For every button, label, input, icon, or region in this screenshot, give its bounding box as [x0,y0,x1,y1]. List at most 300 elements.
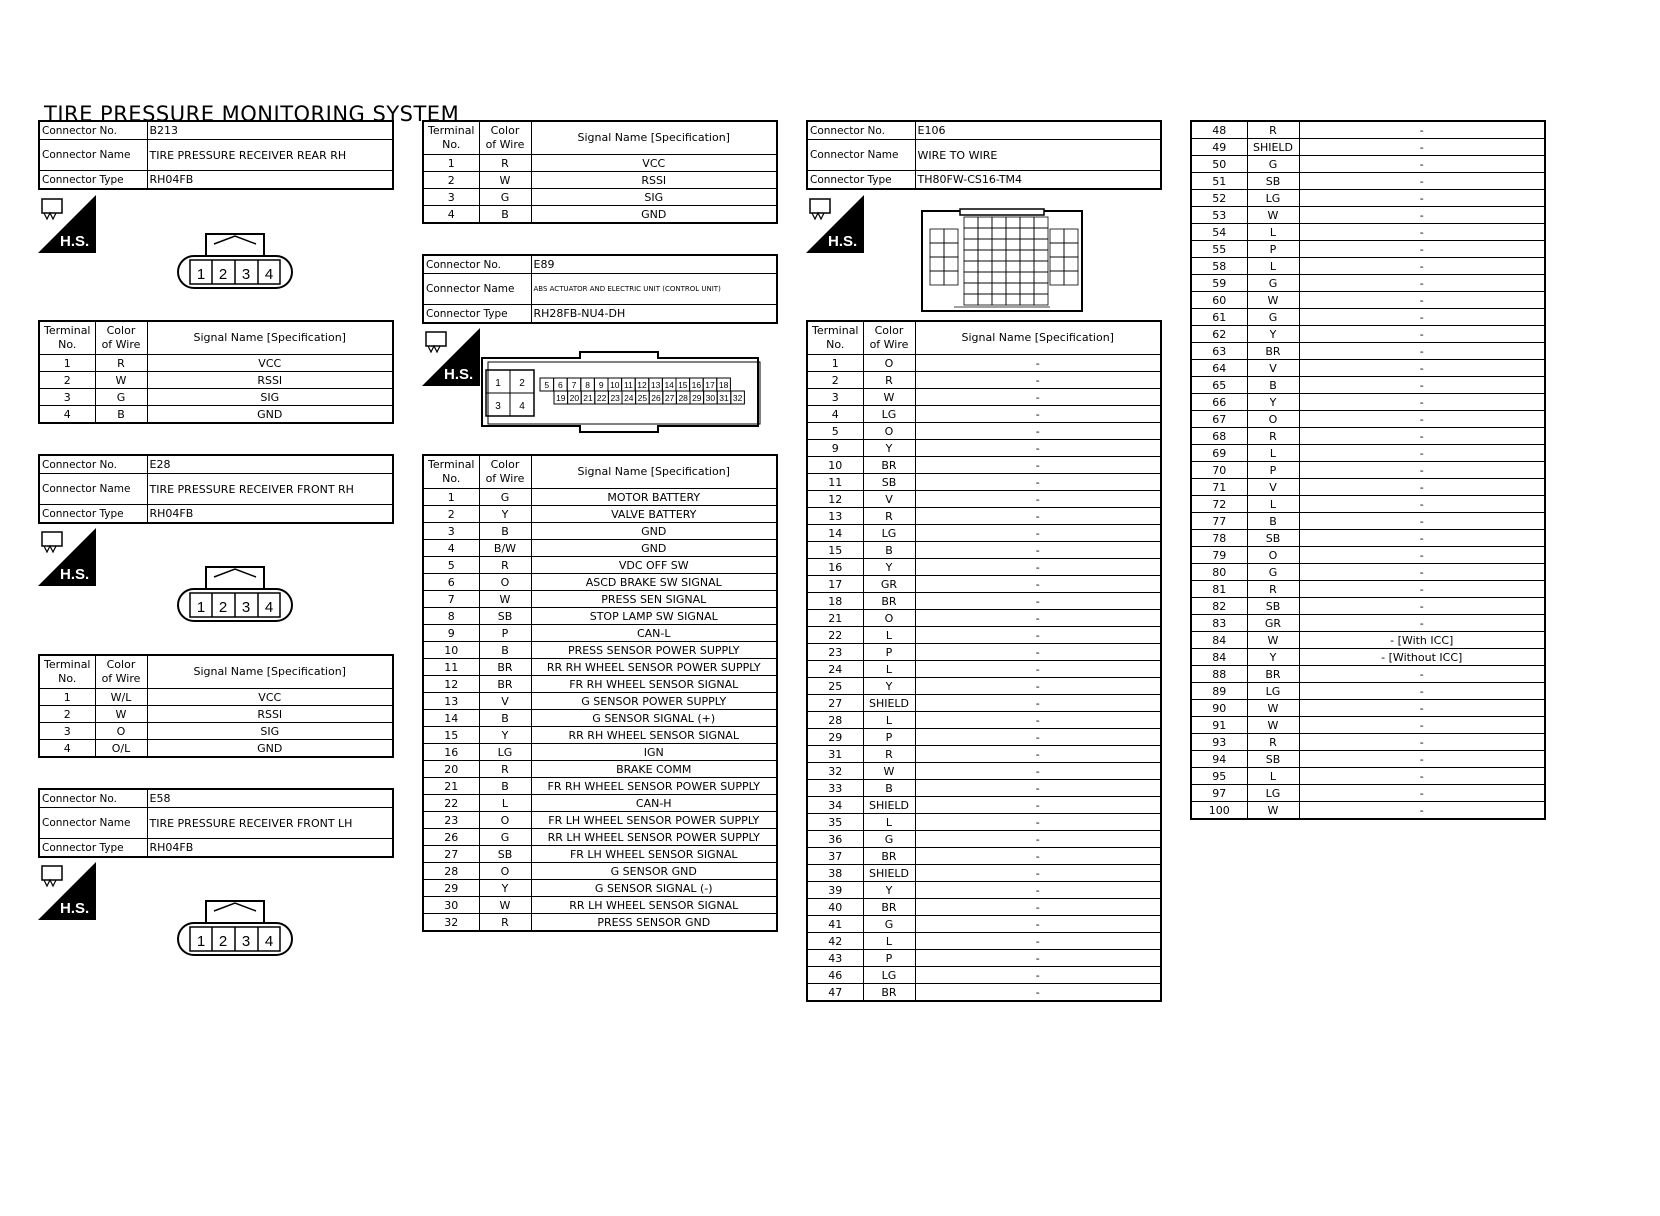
wire-color: Y [1247,326,1299,343]
pin-label: 21 [583,393,593,403]
signal-name: - [915,661,1161,678]
wire-color: LG [863,525,915,542]
terminal-no: 47 [807,984,863,1002]
signal-name: - [1299,343,1545,360]
wire-color: W [1247,632,1299,649]
signal-name: - [1299,224,1545,241]
table-row [1191,717,1545,734]
pin-label: 29 [692,393,702,403]
terminal-table-e106: Terminal No. Color of Wire Signal Name [Specification] 1 O - 2 R - 3 W - 4 LG - 5 O - 9 Y - 10 BR - 11 SB - 12 V - 13 R - 14 LG - 15 B - 16 Y - 17 GR - 18 BR - 21 O - 22 L - 23 P - 24 L - 25 Y - 27 SHIELD - 28 L - 29 P - 31 R - 32 W - 33 B - 34 SHIELD - 35 L - 36 G - 37 BR - 38 SHIELD - 39 Y - 40 BR - 41 G - 42 L - 43 P - 46 LG - 47 BR - [806,320,1162,1002]
terminal-no: 16 [807,559,863,576]
terminal-no: 37 [807,848,863,865]
terminal-no: 1 [423,489,479,506]
terminal-no: 10 [423,642,479,659]
page-title: TIRE PRESSURE MONITORING SYSTEM [44,102,460,126]
wire-color: O [479,863,531,880]
table-row [423,540,777,557]
signal-name: - [915,882,1161,899]
terminal-no: 21 [807,610,863,627]
wire-color: SHIELD [1247,139,1299,156]
terminal-no: 2 [807,372,863,389]
table-row [423,829,777,846]
signal-name: - [1299,428,1545,445]
terminal-no: 62 [1191,326,1247,343]
table-row [1191,751,1545,768]
terminal-table-b213 [38,320,394,424]
signal-name: - [1299,564,1545,581]
table-row [423,625,777,642]
terminal-no: 34 [807,797,863,814]
signal-name: - [915,593,1161,610]
terminal-no: 59 [1191,275,1247,292]
signal-name: - [1299,445,1545,462]
wire-color: L [1247,224,1299,241]
terminal-no: 31 [807,746,863,763]
table-row: 4 B GND [423,206,777,224]
pin-cell [1050,243,1064,257]
terminal-no: 97 [1191,785,1247,802]
wire-color: SB [1247,173,1299,190]
terminal-no: 77 [1191,513,1247,530]
pin-label: 23 [610,393,620,403]
wire-color: W [1247,292,1299,309]
signal-name: - [915,814,1161,831]
signal-name: - [915,950,1161,967]
table-row [807,457,1161,474]
wire-color: W [1247,717,1299,734]
pin-cell [944,243,958,257]
connector-header-e58: Connector No. E58 Connector Name TIRE PRESSURE RECEIVER FRONT LH Connector Type RH04FB [38,788,394,858]
wire-color: B [1247,377,1299,394]
terminal-no: 7 [423,591,479,608]
signal-name: - [915,576,1161,593]
pin-cell [1006,261,1020,272]
terminal-no: 43 [807,950,863,967]
terminal-table-e89: Terminal No. Color of Wire Signal Name [Specification] 1 G MOTOR BATTERY 2 Y VALVE BATTERY 3 B GND 4 B/W GND 5 R VDC OFF SW 6 O ASCD BRAKE SW SIGNAL 7 W PRESS SEN SIGNAL 8 SB STOP LAMP SW SIGNAL 9 P CAN-L 10 B PRESS SENSOR POWER SUPPLY 11 BR RR RH WHEEL SENSOR POWER SUPPLY 12 BR FR RH WHEEL SENSOR SIGNAL 13 V G SENSOR POWER SUPPLY 14 B G SENSOR SIGNAL (+) 15 Y RR RH WHEEL SENSOR SIGNAL 16 LG IGN 20 R BRAKE COMM 21 B FR RH WHEEL SENSOR POWER SUPPLY 22 L CAN-H 23 O FR LH WHEEL SENSOR POWER SUPPLY 26 G RR LH WHEEL SENSOR POWER SUPPLY 27 SB FR LH WHEEL SENSOR SIGNAL 28 O G SENSOR GND 29 Y G SENSOR SIGNAL (-) 30 W RR LH WHEEL SENSOR SIGNAL 32 R PRESS SENSOR GND [422,454,778,932]
table-row [1191,428,1545,445]
pin-label: 22 [596,393,607,403]
table-row [807,627,1161,644]
signal-name: - [915,644,1161,661]
svg-text:1: 1 [196,933,206,950]
signal-name: - [915,984,1161,1002]
signal-name: - [915,933,1161,950]
wire-color: Y [1247,649,1299,666]
pin-cell [978,283,992,294]
wire-color: W [1247,700,1299,717]
signal-name: - [With ICC] [1299,632,1545,649]
pin-cell [1034,272,1048,283]
signal-name: GND [531,523,777,540]
wire-color: BR [479,659,531,676]
terminal-no: 54 [1191,224,1247,241]
table-row [423,778,777,795]
pin-label: 16 [691,380,702,390]
wire-color: LG [1247,683,1299,700]
table-row [807,525,1161,542]
signal-name: - [915,967,1161,984]
pin-cell [964,250,978,261]
signal-name: - [915,831,1161,848]
table-row [423,693,777,710]
terminal-no: 28 [807,712,863,729]
terminal-no: 49 [1191,139,1247,156]
harness-side-icon [806,195,864,253]
table-row [807,355,1161,372]
signal-name: G SENSOR POWER SUPPLY [531,693,777,710]
signal-name: - [1299,717,1545,734]
table-row [807,474,1161,491]
terminal-no: 10 [807,457,863,474]
table-row [807,389,1161,406]
signal-name: - [915,678,1161,695]
pin-label: 24 [624,393,634,403]
terminal-no: 22 [423,795,479,812]
wire-color: O [863,355,915,372]
table-row [1191,343,1545,360]
signal-name: - [915,729,1161,746]
signal-name: - [1299,156,1545,173]
signal-name: G SENSOR SIGNAL (+) [531,710,777,727]
terminal-no: 17 [807,576,863,593]
terminal-no: 65 [1191,377,1247,394]
svg-text:4: 4 [264,933,274,950]
pin-label: 2 [218,266,228,283]
table-row [807,372,1161,389]
signal-name: - [1299,173,1545,190]
connector-type-value: RH04FB [147,171,393,190]
table-row [1191,564,1545,581]
pin-cell [1064,271,1078,285]
terminal-no: 13 [807,508,863,525]
terminal-no: 41 [807,916,863,933]
label-connector-name: Connector Name [39,140,147,171]
signal-name: - [915,406,1161,423]
wire-color: B [1247,513,1299,530]
wire-color: LG [863,406,915,423]
signal-name: - [1299,700,1545,717]
wire-color: LG [1247,190,1299,207]
terminal-no: 23 [423,812,479,829]
signal-name: - [915,610,1161,627]
table-row [1191,173,1545,190]
table-row [807,491,1161,508]
wire-color: LG [479,744,531,761]
wire-color: SHIELD [863,865,915,882]
pin-cell [1006,272,1020,283]
wire-color: P [863,729,915,746]
signal-name: - [1299,377,1545,394]
wire-color: L [863,661,915,678]
table-row [1191,326,1545,343]
wire-color: LG [1247,785,1299,802]
pin-cell [992,228,1006,239]
terminal-table-e58: Terminal No. Color of Wire Signal Name [Specification] 1 R VCC 2 W RSSI 3 G SIG 4 B GND [422,120,778,224]
pin-cell [1034,228,1048,239]
table-row [807,423,1161,440]
table-row [807,780,1161,797]
signal-name: - [1299,275,1545,292]
table-row [1191,581,1545,598]
wire-color: P [1247,462,1299,479]
svg-text:2: 2 [218,599,228,616]
terminal-no: 95 [1191,768,1247,785]
wire-color: L [479,795,531,812]
table-row [1191,411,1545,428]
table-row: 4 B GND [39,406,393,424]
terminal-table-e106-continued [1190,120,1546,820]
terminal-no: 72 [1191,496,1247,513]
signal-name: - [1299,734,1545,751]
terminal-no: 20 [423,761,479,778]
terminal-no: 48 [1191,121,1247,139]
wire-color: P [863,644,915,661]
table-row [807,746,1161,763]
table-row [1191,190,1545,207]
wire-color: Y [1247,394,1299,411]
table-row [1191,802,1545,820]
terminal-no: 71 [1191,479,1247,496]
pin-cell [978,250,992,261]
table-row [423,812,777,829]
table-row [807,882,1161,899]
wire-color: R [863,746,915,763]
terminal-no: 3 [807,389,863,406]
terminal-no: 21 [423,778,479,795]
pin-label: 20 [569,393,580,403]
signal-name: - [1299,751,1545,768]
table-row: 3 G SIG [423,189,777,206]
table-row [423,863,777,880]
table-row [807,899,1161,916]
terminal-no: 8 [423,608,479,625]
svg-text:3: 3 [241,599,251,616]
signal-name: - [915,542,1161,559]
wire-color: SHIELD [863,797,915,814]
table-row [807,967,1161,984]
wire-color: G [479,489,531,506]
svg-text:H.S.: H.S. [60,900,90,917]
pin-cell [1064,243,1078,257]
wire-color: BR [863,984,915,1002]
wire-color: SB [1247,751,1299,768]
pin-cell [1050,257,1064,271]
wire-color: SB [863,474,915,491]
pin-cell [1020,217,1034,228]
wire-color: BR [863,899,915,916]
terminal-no: 91 [1191,717,1247,734]
signal-name: - [915,559,1161,576]
connector-name-value: TIRE PRESSURE RECEIVER REAR RH [147,140,393,171]
wire-color: SB [1247,530,1299,547]
terminal-no: 90 [1191,700,1247,717]
terminal-no: 78 [1191,530,1247,547]
pin-cell [992,250,1006,261]
signal-name: - [1299,139,1545,156]
table-row [423,557,777,574]
signal-name: - [1299,326,1545,343]
pin-label: 7 [571,380,577,390]
terminal-no: 67 [1191,411,1247,428]
table-row [1191,241,1545,258]
wire-color: LG [863,967,915,984]
table-row [1191,632,1545,649]
svg-text:3: 3 [241,933,251,950]
table-row [1191,666,1545,683]
wire-color: O [479,812,531,829]
table-row: 1 R VCC [39,355,393,372]
wire-color: Y [863,440,915,457]
signal-name: - [915,780,1161,797]
svg-text:3: 3 [495,401,501,412]
signal-name: - [915,865,1161,882]
terminal-no: 36 [807,831,863,848]
signal-name: - [1299,802,1545,820]
pin-cell [1064,229,1078,243]
terminal-no: 42 [807,933,863,950]
table-row [807,542,1161,559]
pin-cell [964,294,978,305]
wire-color: BR [863,848,915,865]
table-row [423,880,777,897]
pin-cell [1006,217,1020,228]
pin-cell [1020,261,1034,272]
signal-name: - [1299,360,1545,377]
connector-face-e58 [176,897,294,959]
svg-text:H.S.: H.S. [444,366,474,383]
pin-cell [1050,271,1064,285]
wire-color: B [479,642,531,659]
wire-color: W [1247,802,1299,820]
pin-cell [1006,250,1020,261]
svg-text:4: 4 [264,599,274,616]
table-row: 2 W RSSI [423,172,777,189]
wire-color: SHIELD [863,695,915,712]
table-row: 3 O SIG [39,723,393,740]
table-row [1191,377,1545,394]
connector-face-e28 [176,563,294,625]
signal-name: - [1299,121,1545,139]
table-row [807,797,1161,814]
svg-text:2: 2 [519,378,525,389]
table-row [807,508,1161,525]
terminal-no: 69 [1191,445,1247,462]
pin-cell [1064,257,1078,271]
pin-label: 10 [610,380,620,390]
terminal-no: 84 [1191,632,1247,649]
pin-cell [1050,229,1064,243]
signal-name: IGN [531,744,777,761]
pin-cell [930,229,944,243]
terminal-no: 58 [1191,258,1247,275]
signal-name: - [1299,190,1545,207]
pin-cell [978,228,992,239]
signal-name: - [915,848,1161,865]
signal-name: - [915,389,1161,406]
wire-color: R [863,372,915,389]
wire-color: BR [863,457,915,474]
table-row [1191,615,1545,632]
table-row [807,916,1161,933]
table-row [807,865,1161,882]
terminal-no: 15 [423,727,479,744]
terminal-no: 12 [807,491,863,508]
signal-name: - [1299,258,1545,275]
signal-name: PRESS SEN SIGNAL [531,591,777,608]
wire-color: B [479,710,531,727]
terminal-no: 5 [807,423,863,440]
table-row [423,523,777,540]
table-row [423,506,777,523]
terminal-no: 26 [423,829,479,846]
wire-color: V [1247,479,1299,496]
terminal-no: 32 [423,914,479,932]
signal-name: RR LH WHEEL SENSOR POWER SUPPLY [531,829,777,846]
signal-name: RR RH WHEEL SENSOR SIGNAL [531,727,777,744]
pin-label: 30 [705,393,716,403]
connector-face-e89 [474,350,766,434]
terminal-no: 70 [1191,462,1247,479]
table-row [807,559,1161,576]
wire-color: BR [479,676,531,693]
signal-name: - [915,712,1161,729]
table-row [423,795,777,812]
signal-name: - [915,457,1161,474]
terminal-no: 93 [1191,734,1247,751]
terminal-no: 88 [1191,666,1247,683]
pin-label: 15 [678,380,688,390]
table-row [1191,292,1545,309]
table-row [807,984,1161,1002]
wire-color: V [863,491,915,508]
wire-color: G [479,829,531,846]
terminal-no: 12 [423,676,479,693]
table-row [423,897,777,914]
pin-cell [1034,217,1048,228]
table-row [1191,275,1545,292]
signal-name: - [1299,411,1545,428]
wire-color: Y [863,678,915,695]
terminal-no: 22 [807,627,863,644]
svg-text:4: 4 [519,401,525,412]
wire-color: G [1247,156,1299,173]
signal-name: RR LH WHEEL SENSOR SIGNAL [531,897,777,914]
wire-color: R [1247,734,1299,751]
wire-color: B [863,780,915,797]
table-row [1191,360,1545,377]
pin-cell [964,228,978,239]
pin-cell [1034,283,1048,294]
terminal-no: 83 [1191,615,1247,632]
table-row [807,729,1161,746]
signal-name: GND [531,540,777,557]
pin-label: 17 [705,380,715,390]
pin-label: 5 [544,380,550,390]
signal-name: - [915,797,1161,814]
table-row [1191,785,1545,802]
svg-text:1: 1 [495,378,501,389]
wire-color: Y [479,506,531,523]
table-row [1191,156,1545,173]
pin-label: 32 [732,393,743,403]
table-row [423,591,777,608]
terminal-no: 38 [807,865,863,882]
terminal-no: 4 [423,540,479,557]
signal-name: ASCD BRAKE SW SIGNAL [531,574,777,591]
terminal-no: 6 [423,574,479,591]
wire-color: GR [863,576,915,593]
terminal-no: 63 [1191,343,1247,360]
